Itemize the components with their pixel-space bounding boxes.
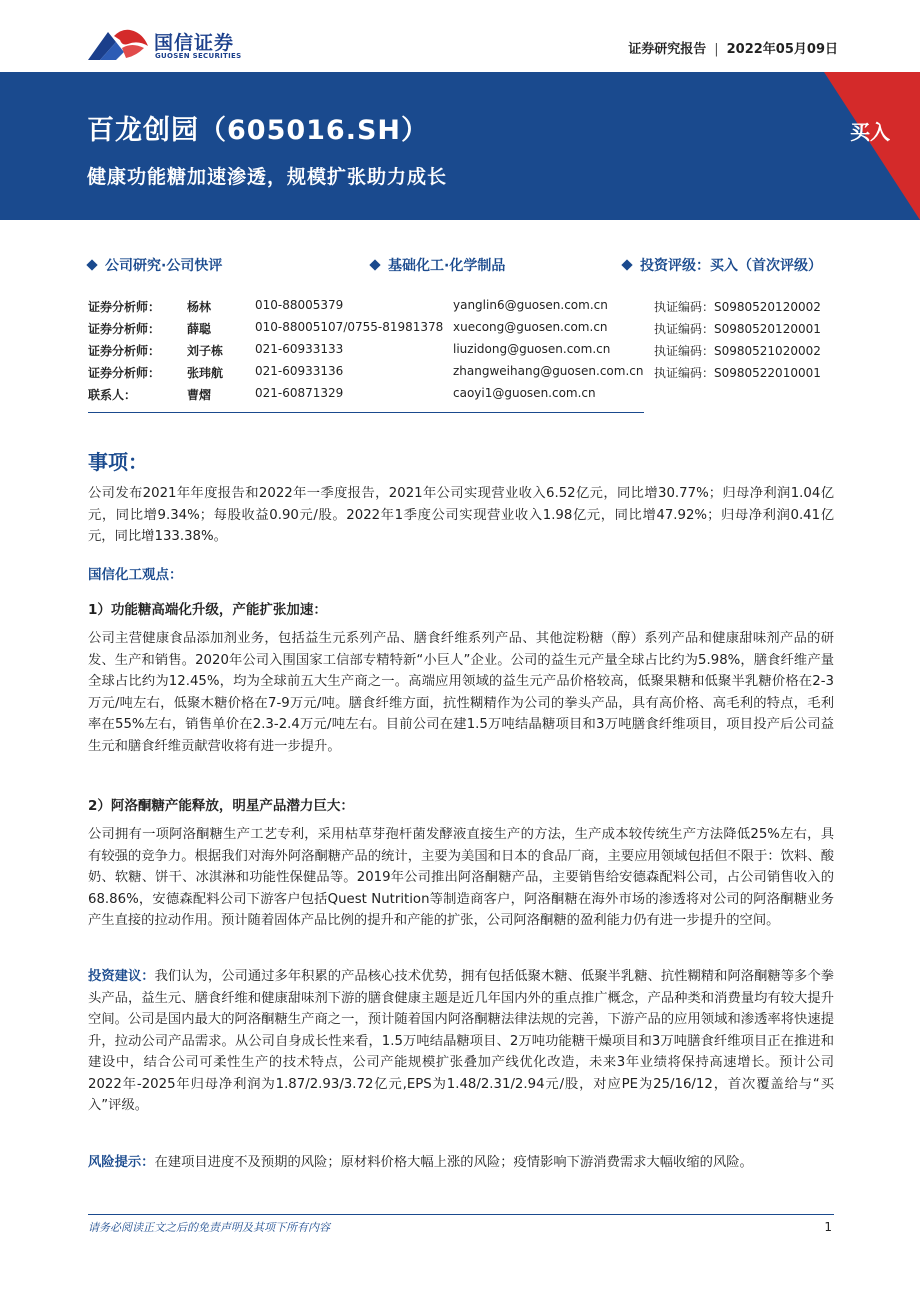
tag-research-label: 公司研究·公司快评	[105, 258, 223, 274]
diamond-bullet-icon	[369, 259, 380, 270]
analyst-phone: 021-60933136	[255, 364, 344, 378]
tag-research-type	[88, 255, 222, 275]
diamond-bullet-icon	[621, 259, 632, 270]
point2-paragraph: 公司拥有一项阿洛酮糖生产工艺专利，采用枯草芽孢杆菌发酵液直接生产的方法，生产成本较传统生产方法降低25%左右，具有较强的竞争力。根据我们对海外阿洛酮糖产品的统计，主要为美国和日本的食品厂商，主要应用领域包括但不限于：饮料、酸奶、软糖、饼干、冰淇淋和功能性保健品等。2019年公司推出阿洛酮糖产品，主要销售给安德森配料公司，占公司销售收入的68.86%，安德森配料公司下游客户包括Quest Nutrition等制造商客户，阿洛酮糖在海外市场的渗透将对公司的阿洛酮糖业务产生直接的拉动作用。预计随着固体产品比例的提升和产能的扩张，公司阿洛酮糖的盈利能力仍有进一步提升的空间。	[88, 827, 834, 928]
title-banner	[0, 72, 920, 220]
rating-corner-shape	[800, 72, 920, 220]
footer-disclaimer: 请务必阅读正文之后的免责声明及其项下所有内容	[88, 1221, 330, 1234]
rating-badge: 买入	[850, 120, 890, 144]
tag-industry	[371, 255, 505, 275]
tag-rating	[623, 255, 822, 275]
view-section-title: 国信化工观点：	[88, 567, 183, 583]
event-section-title: 事项：	[88, 450, 148, 474]
page-number: 1	[824, 1220, 832, 1234]
guosen-logo	[86, 26, 256, 66]
footer-divider	[88, 1214, 834, 1215]
analyst-phone: 010-88005379	[255, 298, 344, 312]
company-title: 百龙创园（605016.SH）	[87, 115, 430, 146]
analyst-name: 薛聪	[187, 322, 212, 336]
point1-heading: 1）功能糖高端化升级，产能扩张加速：	[88, 602, 327, 618]
diamond-bullet-icon	[86, 259, 97, 270]
report-meta	[628, 38, 838, 57]
analyst-role: 证券分析师：	[88, 300, 161, 314]
investment-label: 投资建议：	[88, 969, 155, 984]
contact-phone: 021-60871329	[255, 386, 344, 400]
event-paragraph: 公司发布2021年年度报告和2022年一季度报告，2021年公司实现营业收入6.52亿元，同比增30.77%；归母净利润1.04亿元，同比增9.34%；每股收益0.90元/股。2022年1季度公司实现营业收入1.98亿元，同比增47.92%；归母净利润0.41亿元，同比增133.38%。	[88, 486, 834, 544]
analyst-email[interactable]: xuecong@guosen.com.cn	[453, 320, 608, 334]
meta-separator: |	[714, 42, 719, 57]
logo-english-name: GUOSEN SECURITIES	[155, 52, 242, 60]
report-subtitle: 健康功能糖加速渗透，规模扩张助力成长	[87, 166, 448, 188]
point1-paragraph: 公司主营健康食品添加剂业务，包括益生元系列产品、膳食纤维系列产品、其他淀粉糖（醇）系列产品和健康甜味剂产品的研发、生产和销售。2020年公司入围国家工信部专精特新“小巨人”企业。公司的益生元产量全球占比约为5.98%，膳食纤维产量全球占比约为12.45%，均为全球前五大生产商之一。高端应用领域的益生元产品价格较高，低聚果糖和低聚半乳糖价格在2-3万元/吨左右，低聚木糖价格在7-9万元/吨。膳食纤维方面，抗性糊精作为公司的拳头产品，具有高价格、高毛利的特点，毛利率在55%左右，销售单价在2.3-2.4万元/吨左右。目前公司在建1.5万吨结晶糖项目和3万吨膳食纤维项目，项目投产后公司益生元和膳食纤维贡献营收将有进一步提升。	[88, 631, 834, 754]
analyst-phone: 010-88005107/0755-81981378	[255, 320, 444, 334]
risk-text: 在建项目进度不及预期的风险；原材料价格大幅上涨的风险；疫情影响下游消费需求大幅收缩的风险。	[154, 1155, 753, 1170]
report-date: 2022年05月09日	[726, 42, 838, 57]
analyst-phone: 021-60933133	[255, 342, 344, 356]
analyst-email[interactable]: yanglin6@guosen.com.cn	[453, 298, 608, 312]
analyst-role: 证券分析师：	[88, 366, 161, 380]
analyst-cert: 执证编码：S0980520120002	[654, 300, 821, 314]
point2-heading: 2）阿洛酮糖产能释放，明星产品潜力巨大：	[88, 798, 354, 814]
analyst-name: 杨林	[187, 300, 212, 314]
investment-text: 我们认为，公司通过多年积累的产品核心技术优势，拥有包括低聚木糖、低聚半乳糖、抗性糊精和阿洛酮糖等多个拳头产品，益生元、膳食纤维和健康甜味剂下游的膳食健康主题是近几年国内外的重点推广概念，产品种类和消费量均有较大提升空间。公司是国内最大的阿洛酮糖生产商之一，预计随着国内阿洛酮糖法律法规的完善，下游产品的应用领域和渗透率将快速提升，拉动公司产品需求。从公司自身成长性来看，1.5万吨结晶糖项目、2万吨功能糖干燥项目和3万吨膳食纤维项目正在推进和建设中，结合公司可柔性生产的技术特点，公司产能规模扩张叠加产线优化改造，未来3年业绩将保持高速增长。预计公司2022年-2025年归母净利润为1.87/2.93/3.72亿元,EPS为1.48/2.31/2.94元/股，对应PE为25/16/12，首次覆盖给与“买入”评级。	[88, 969, 834, 1113]
analyst-cert: 执证编码：S0980520120001	[654, 322, 821, 336]
guosen-logo-mark-icon	[86, 26, 150, 62]
investment-paragraph	[88, 966, 834, 1117]
report-type: 证券研究报告	[628, 42, 707, 57]
analyst-role: 证券分析师：	[88, 344, 161, 358]
analyst-name: 刘子栋	[187, 344, 224, 358]
risk-label: 风险提示：	[88, 1155, 155, 1170]
contact-email[interactable]: caoyi1@guosen.com.cn	[453, 386, 596, 400]
analyst-email[interactable]: zhangweihang@guosen.com.cn	[453, 364, 644, 378]
analyst-cert: 执证编码：S0980522010001	[654, 366, 821, 380]
tag-industry-label: 基础化工·化学制品	[388, 258, 506, 274]
analyst-divider	[88, 412, 644, 413]
contact-name: 曹熠	[187, 388, 212, 402]
analyst-name: 张玮航	[187, 366, 224, 380]
analyst-role: 证券分析师：	[88, 322, 161, 336]
risk-paragraph	[88, 1152, 834, 1174]
tag-rating-label: 投资评级：买入（首次评级）	[640, 258, 822, 274]
analyst-cert: 执证编码：S0980521020002	[654, 344, 821, 358]
contact-role: 联系人：	[88, 388, 137, 402]
logo-chinese-name: 国信证券	[154, 32, 235, 54]
analyst-email[interactable]: liuzidong@guosen.com.cn	[453, 342, 611, 356]
